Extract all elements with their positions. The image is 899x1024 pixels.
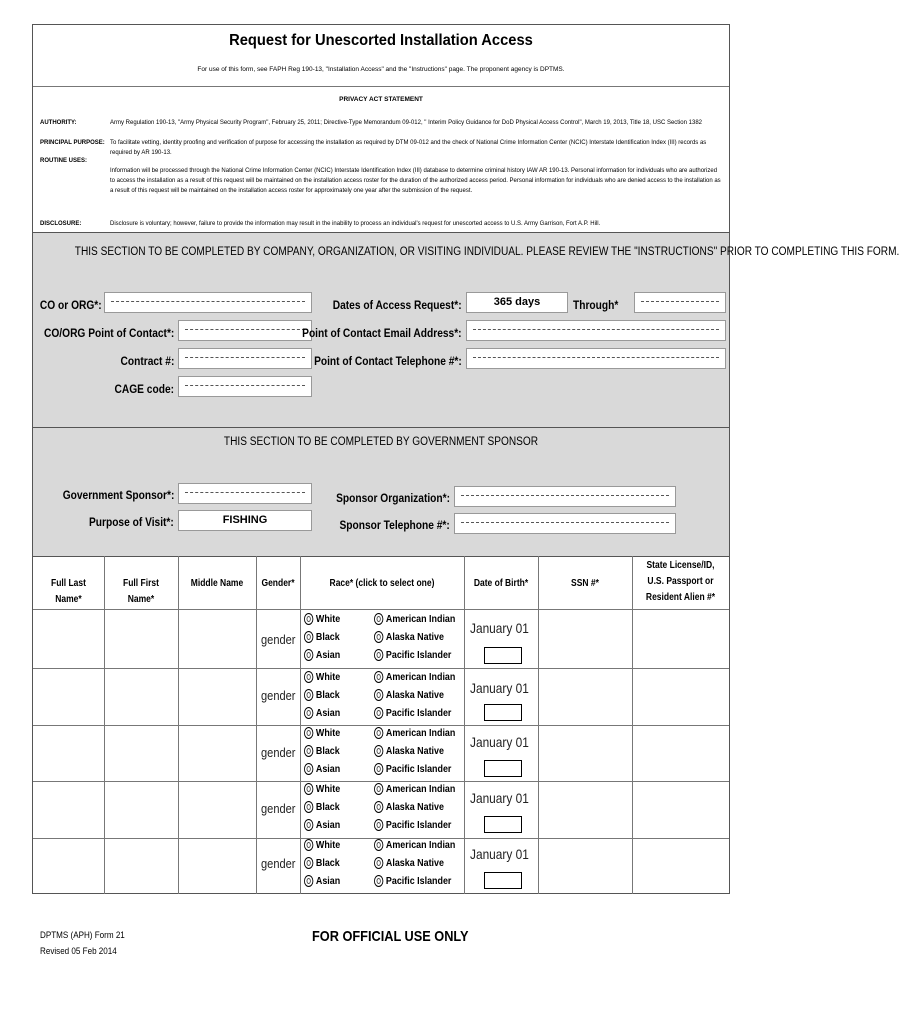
divider	[33, 232, 729, 233]
dob-year-field[interactable]	[484, 872, 522, 889]
disclosure-label: DISCLOSURE:	[40, 221, 82, 227]
poc-phone-field[interactable]	[466, 348, 726, 369]
radio-icon	[304, 875, 313, 887]
dob-year-field[interactable]	[484, 816, 522, 833]
row-divider	[33, 668, 729, 669]
through-field[interactable]	[634, 292, 726, 313]
race-radio-black[interactable]: Black	[304, 631, 340, 643]
dates-label: Dates of Access Request*:	[333, 298, 462, 312]
radio-icon	[374, 857, 383, 869]
purpose-text: To facilitate vetting, identity proofing and verification of purpose for accessing the installation as required by DTM 09-012 and the check of National Crime Information Center (NCIC) Interstate Identification Index (III) records as required by AR 190-13.	[110, 140, 707, 156]
gov-sponsor-label: Government Sponsor*:	[62, 488, 174, 502]
contract-label: Contract #:	[120, 354, 174, 368]
sponsor-org-label: Sponsor Organization*:	[336, 491, 450, 505]
radio-icon	[304, 801, 313, 813]
race-radio-american-indian[interactable]: American Indian	[374, 727, 455, 739]
race-radio-white[interactable]: White	[304, 783, 340, 795]
race-radio-american-indian[interactable]: American Indian	[374, 839, 455, 851]
race-radio-asian[interactable]: Asian	[304, 763, 340, 775]
form-title: Request for Unescorted Installation Access	[229, 32, 533, 49]
radio-icon	[304, 819, 313, 831]
race-radio-alaska-native[interactable]: Alaska Native	[374, 857, 444, 869]
race-radio-alaska-native[interactable]: Alaska Native	[374, 689, 444, 701]
radio-icon	[374, 649, 383, 661]
col-divider	[104, 556, 105, 894]
license-header-line2: U.S. Passport or	[647, 576, 714, 587]
col-divider	[464, 556, 465, 894]
col-divider	[178, 556, 179, 894]
radio-icon	[374, 631, 383, 643]
authority-label: AUTHORITY:	[40, 120, 77, 126]
poc-email-field[interactable]	[466, 320, 726, 341]
poc-phone-label: Point of Contact Telephone #*:	[314, 354, 462, 368]
poc-email-label: Point of Contact Email Address*:	[302, 326, 462, 340]
disclosure-text: Disclosure is voluntary; however, failure to provide the information may result in the inability to process an individual's request for unescorted access to U.S. Army Garrison, Fort A.P. Hill.	[110, 221, 601, 227]
col-header-ssn: SSN #*	[571, 578, 599, 589]
radio-icon	[374, 839, 383, 851]
radio-icon	[374, 875, 383, 887]
radio-icon	[304, 857, 313, 869]
col-divider	[256, 556, 257, 894]
radio-icon	[304, 649, 313, 661]
routine-uses-label: ROUTINE USES:	[40, 158, 88, 164]
license-header-line1: State License/ID,	[646, 560, 715, 571]
race-radio-pacific-islander[interactable]: Pacific Islander	[374, 649, 451, 661]
privacy-heading: PRIVACY ACT STATEMENT	[339, 96, 423, 103]
radio-icon	[304, 763, 313, 775]
col-divider	[538, 556, 539, 894]
race-radio-asian[interactable]: Asian	[304, 819, 340, 831]
col-header-first: Full First Name*	[123, 578, 159, 605]
dob-month-day[interactable]: January 01	[470, 734, 529, 750]
col-header-middle: Middle Name	[190, 578, 244, 589]
race-radio-white[interactable]: White	[304, 727, 340, 739]
radio-icon	[304, 689, 313, 701]
col-header-gender: Gender*	[261, 578, 295, 589]
race-radio-white[interactable]: White	[304, 839, 340, 851]
co-org-label: CO or ORG*:	[40, 298, 102, 312]
col-divider	[300, 556, 301, 894]
radio-icon	[374, 801, 383, 813]
radio-icon	[304, 631, 313, 643]
radio-icon	[304, 783, 313, 795]
dob-month-day[interactable]: January 01	[470, 620, 529, 636]
race-radio-black[interactable]: Black	[304, 689, 340, 701]
dob-month-day[interactable]: January 01	[470, 790, 529, 806]
cage-field[interactable]	[178, 376, 312, 397]
sponsor-section-heading: THIS SECTION TO BE COMPLETED BY GOVERNMENT SPONSOR	[223, 436, 539, 448]
form-subtitle: For use of this form, see FAPH Reg 190-13, "Installation Access" and the "Instructions" page. The proponent agency is DPTMS.	[197, 66, 565, 73]
race-radio-black[interactable]: Black	[304, 857, 340, 869]
radio-icon	[304, 613, 313, 625]
poc-label: CO/ORG Point of Contact*:	[43, 326, 174, 340]
purpose-label: PRINCIPAL PURPOSE:	[40, 140, 105, 146]
radio-icon	[304, 707, 313, 719]
race-radio-alaska-native[interactable]: Alaska Native	[374, 801, 444, 813]
race-radio-asian[interactable]: Asian	[304, 875, 340, 887]
table-header-divider	[33, 609, 729, 610]
dob-year-field[interactable]	[484, 760, 522, 777]
dob-year-field[interactable]	[484, 647, 522, 664]
contract-field[interactable]	[178, 348, 312, 369]
race-radio-black[interactable]: Black	[304, 745, 340, 757]
race-radio-white[interactable]: White	[304, 671, 340, 683]
radio-icon	[374, 783, 383, 795]
table-border	[33, 556, 729, 557]
row-divider	[33, 725, 729, 726]
form-revised: Revised 05 Feb 2014	[40, 946, 117, 957]
dates-field[interactable]	[466, 292, 568, 313]
race-radio-pacific-islander[interactable]: Pacific Islander	[374, 875, 451, 887]
race-radio-black[interactable]: Black	[304, 801, 340, 813]
radio-icon	[374, 727, 383, 739]
radio-icon	[374, 613, 383, 625]
dob-month-day[interactable]: January 01	[470, 846, 529, 862]
sponsor-org-field[interactable]	[454, 486, 676, 507]
col-header-dob: Date of Birth*	[473, 578, 529, 589]
race-radio-american-indian[interactable]: American Indian	[374, 613, 455, 625]
dob-month-day[interactable]: January 01	[470, 680, 529, 696]
co-org-field[interactable]	[104, 292, 312, 313]
company-section-heading: THIS SECTION TO BE COMPLETED BY COMPANY, ORGANIZATION, OR VISITING INDIVIDUAL. PLEASE REVIEW THE "INSTRUCTIONS" PRIOR TO COMPLETING THIS FORM.	[74, 246, 899, 258]
gender-select[interactable]: gender	[261, 856, 296, 871]
purpose-visit-field[interactable]	[178, 510, 312, 531]
gender-select[interactable]: gender	[261, 688, 296, 703]
classification-banner: FOR OFFICIAL USE ONLY	[312, 928, 469, 945]
purpose-visit-value: FISHING	[222, 514, 268, 526]
dates-value: 365 days	[493, 296, 541, 308]
radio-icon	[374, 819, 383, 831]
divider	[33, 86, 729, 87]
race-radio-alaska-native[interactable]: Alaska Native	[374, 745, 444, 757]
routine-uses-text: Information will be processed through the National Crime Information Center (NCIC) Interstate Identification Index (III) database to determine criminal history IAW AR 190-13. Personal information for individuals who are authorized to access the installation as a result of this request will be maintained on the installation access roster for the duration of the authorized access period. Personal information for individuals who are denied access to the installation as a result of this request will be maintained on the installation access roster for approximately one year after the submission of the request.	[110, 168, 721, 194]
radio-icon	[374, 689, 383, 701]
radio-icon	[374, 745, 383, 757]
gov-sponsor-field[interactable]	[178, 483, 312, 504]
col-header-license	[639, 558, 721, 606]
gender-select[interactable]: gender	[261, 801, 296, 816]
race-radio-pacific-islander[interactable]: Pacific Islander	[374, 763, 451, 775]
sponsor-phone-label: Sponsor Telephone #*:	[339, 518, 450, 532]
purpose-visit-label: Purpose of Visit*:	[89, 515, 174, 529]
dob-year-field[interactable]	[484, 704, 522, 721]
race-radio-white[interactable]: White	[304, 613, 340, 625]
license-header-line3: Resident Alien #*	[645, 592, 716, 603]
radio-icon	[374, 763, 383, 775]
radio-icon	[304, 727, 313, 739]
radio-icon	[304, 671, 313, 683]
through-label: Through*	[572, 298, 618, 312]
col-divider	[632, 556, 633, 894]
race-radio-american-indian[interactable]: American Indian	[374, 671, 455, 683]
race-radio-pacific-islander[interactable]: Pacific Islander	[374, 819, 451, 831]
form-id: DPTMS (APH) Form 21	[40, 930, 125, 941]
sponsor-phone-field[interactable]	[454, 513, 676, 534]
gender-select[interactable]: gender	[261, 745, 296, 760]
race-radio-asian[interactable]: Asian	[304, 649, 340, 661]
gender-select[interactable]: gender	[261, 632, 296, 647]
authority-text: Army Regulation 190-13, "Army Physical Security Program", February 25, 2011; Directive-Type Memorandum 09-012, " Interim Policy Guidance for DoD Physical Access Control", March 19, 2013, Title 18, USC Section 1382	[110, 120, 702, 126]
divider	[33, 427, 729, 428]
radio-icon	[374, 671, 383, 683]
row-divider	[33, 781, 729, 782]
col-header-last: Full Last Name*	[51, 578, 86, 605]
radio-icon	[304, 839, 313, 851]
poc-field[interactable]	[178, 320, 312, 341]
race-radio-american-indian[interactable]: American Indian	[374, 783, 455, 795]
race-radio-pacific-islander[interactable]: Pacific Islander	[374, 707, 451, 719]
radio-icon	[304, 745, 313, 757]
radio-icon	[374, 707, 383, 719]
col-header-race: Race* (click to select one)	[329, 578, 435, 589]
race-radio-alaska-native[interactable]: Alaska Native	[374, 631, 444, 643]
race-radio-asian[interactable]: Asian	[304, 707, 340, 719]
cage-label: CAGE code:	[114, 382, 174, 396]
